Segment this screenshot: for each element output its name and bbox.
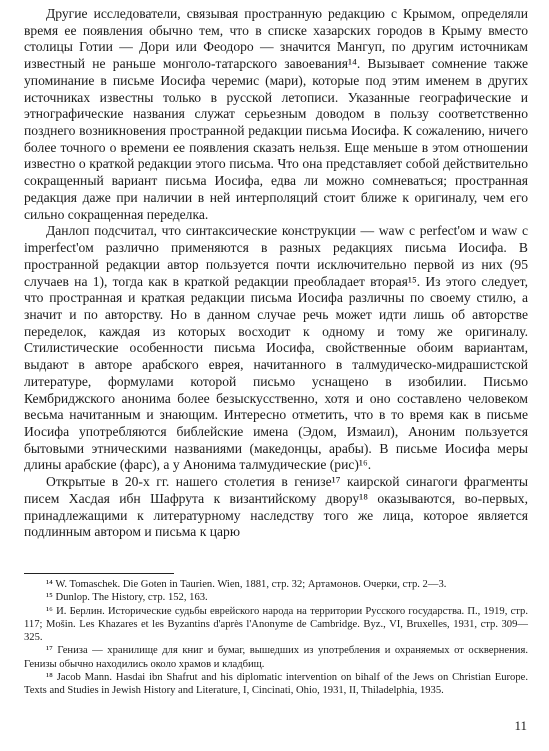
footnotes <box>24 578 528 698</box>
footnote-18: ¹⁸ Jacob Mann. Hasdai ibn Shafrut and his diplomatic intervention on bihalf of the Jews on Christian Europe. Texts and Studies in Jewish History and Literature, I, Cincinati, Ohio, 1931, II, Thiladelphia, 1935. <box>24 672 528 697</box>
footnote-17: ¹⁷ Гениза — хранилище для книг и бумаг, вышедших из употребления и охраняемых от осквернения. Генизы обычно находились около храмов и кладбищ. <box>24 645 528 670</box>
paragraph-2: Данлоп подсчитал, что синтаксические конструкции — waw с perfect'ом и waw с imperfect'ом различно применяются в разных редакциях письма Иосифа. В пространной редакции автор пользуется почти исключительно первой из них (95 случаев на 1), тогда как в краткой редакции преобладает вторая¹⁵. Из этого следует, что пространная и краткая редакции письма Иосифа различны по своему стилю, а значит и по авторству. Но в данном случае речь может идти лишь об авторстве переделок, каждая из которых восходит к одному и тому же оригиналу. Стилистические особенности письма Иосифа, свойственные обоим вариантам, выдают в авторе арабского еврея, начитанного в талмудическо-мидрашистской литературе, формулами которой письмо уснащено в изобилии. Письмо Кембриджского анонима более безыскусственно, хотя и оно составлено человеком весьма начитанным и знающим. Интересно отметить, что в то время как в письме Иосифа употребляются библейские имена (Эдом, Измаил), Аноним пользуется бытовыми этническими названиями (македонцы, арабы). В письме Иосифа меры длины арабские (фарс), а у Анонима талмудические (рис)¹⁶. <box>24 223 528 473</box>
footnote-separator <box>24 573 174 574</box>
footnote-15: ¹⁵ Dunlop. The History, стр. 152, 163. <box>46 592 208 604</box>
paragraph-3: Открытые в 20-х гг. нашего столетия в генизе¹⁷ каирской синагоги фрагменты писем Хасдая ибн Шафрута к византийскому двору¹⁸ оказываются, во-первых, принадлежащими к литературному наследству того же лица, которое является подлинным автором и письма к царю <box>24 474 528 540</box>
page-number: 11 <box>514 718 527 733</box>
main-text <box>24 6 528 541</box>
footnote-16: ¹⁶ И. Берлин. Исторические судьбы еврейского народа на территории Русского государства. П., 1919, стр. 117; Mošin. Les Khazares et les Byzantins d'après l'Anonyme de Cambridge. Byz., VI, Bruxelles, 1931, стр. 309—325. <box>24 605 528 644</box>
paragraph-1: Другие исследователи, связывая пространную редакцию с Крымом, определяли время ее появления обычно тем, что в списке хазарских городов в Крыму вместо столицы Готии — Дори или Феодоро — значится Мангуп, по другим источникам известный не раньше монголо-татарского завоевания¹⁴. Вызывает сомнение также упоминание в письме Иосифа черемис (мари), которые под этим именем в других источниках известны только в русской летописи. Указанные географические и этнографические названия служат серьезным доводом в пользу соответственно позднего возникновения пространной редакции письма Иосифа. К сожалению, ничего более точного о времени ее появления сказать нельзя. Еще меньше в этом отношении известно о краткой редакции этого письма. Что она представляет собой действительно сокращенный вариант письма Иосифа, едва ли можно сомневаться; пространная редакция даже при наличии в ней интерполяций стоит ближе к оригиналу, чем его сильно сокращенная переделка. <box>24 6 528 222</box>
footnote-14: ¹⁴ W. Tomaschek. Die Goten in Taurien. Wien, 1881, стр. 32; Артамонов. Очерки, стр. 2—3. <box>46 579 447 590</box>
